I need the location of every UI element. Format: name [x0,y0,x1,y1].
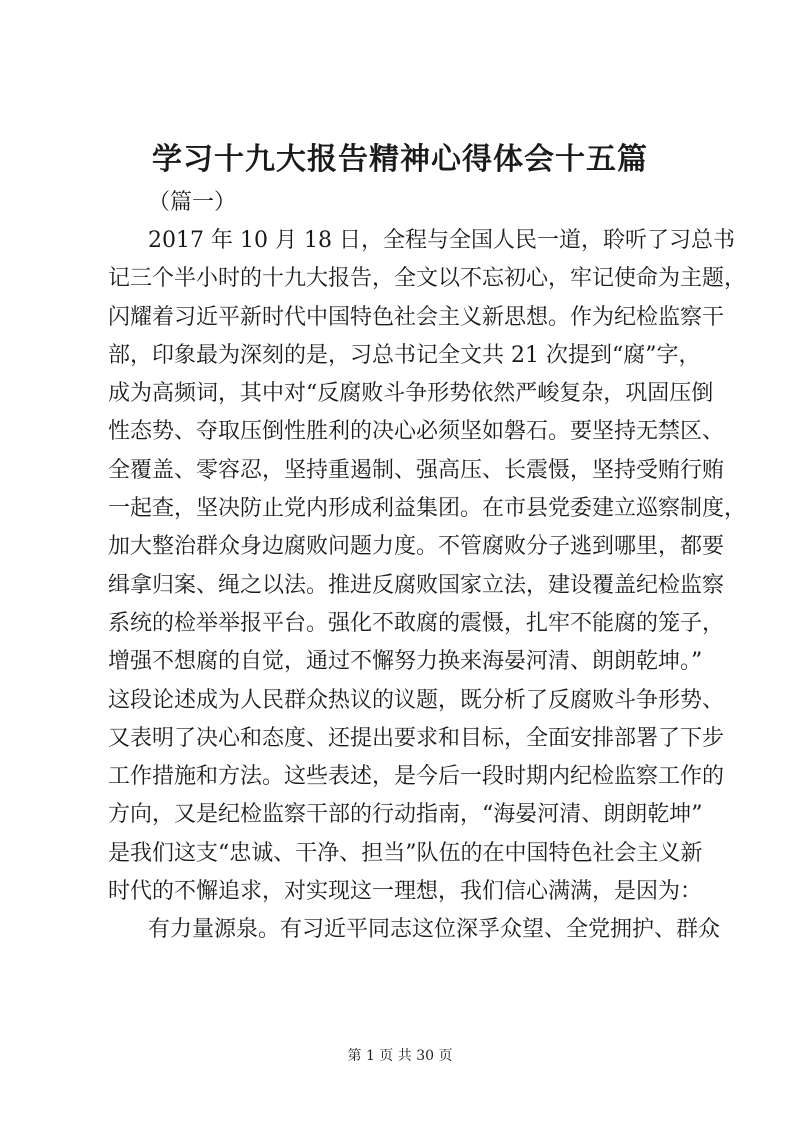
text-line: 性态势、夺取压倒性胜利的决心必须坚如磐石。要坚持无禁区、 [108,419,725,445]
text-line: 这段论述成为人民群众热议的议题，既分析了反腐败斗争形势、 [108,687,725,713]
text-line: 一起查，坚决防止党内形成利益集团。在市县党委建立巡察制度， [108,496,747,522]
page-title: 学习十九大报告精神心得体会十五篇 [152,142,648,177]
text-line: 记三个半小时的十九大报告，全文以不忘初心，牢记使命为主题， [108,266,747,292]
text-line: 成为高频词，其中对“反腐败斗争形势依然严峻复杂，巩固压倒 [108,381,714,407]
text-line: 工作措施和方法。这些表述，是今后一段时期内纪检监察工作的 [108,764,725,790]
body-text [108,222,747,950]
text-line: 是我们这支“忠诚、干净、担当”队伍的在中国特色社会主义新 [108,840,703,866]
text-line: 有力量源泉。有习近平同志这位深孚众望、全党拥护、群众 [148,917,721,943]
text-line: 闪耀着习近平新时代中国特色社会主义新思想。作为纪检监察干 [108,304,725,330]
text-line: 方向，又是纪检监察干部的行动指南，“海晏河清、朗朗乾坤” [108,802,703,828]
text-line: 缉拿归案、绳之以法。推进反腐败国家立法，建设覆盖纪检监察 [108,572,725,598]
text-line: 增强不想腐的自觉，通过不懈努力换来海晏河清、朗朗乾坤。” [108,649,703,675]
section-label: （篇一） [148,190,237,215]
text-line: 时代的不懈追求，对实现这一理想，我们信心满满，是因为： [108,879,703,905]
text-line: 加大整治群众身边腐败问题力度。不管腐败分子逃到哪里，都要 [108,534,725,560]
text-line: 全覆盖、零容忍，坚持重遏制、强高压、长震慑，坚持受贿行贿 [108,457,725,483]
text-line: 部，印象最为深刻的是，习总书记全文共 21 次提到“腐”字， [108,342,701,368]
text-line: 又表明了决心和态度、还提出要求和目标，全面安排部署了下步 [108,725,725,751]
page-footer: 第 1 页 共 30 页 [347,1048,453,1064]
text-line: 系统的检举举报平台。强化不敢腐的震慑，扎牢不能腐的笼子， [108,610,725,636]
text-line: 2017 年 10 月 18 日，全程与全国人民一道，聆听了习总书 [148,228,735,253]
